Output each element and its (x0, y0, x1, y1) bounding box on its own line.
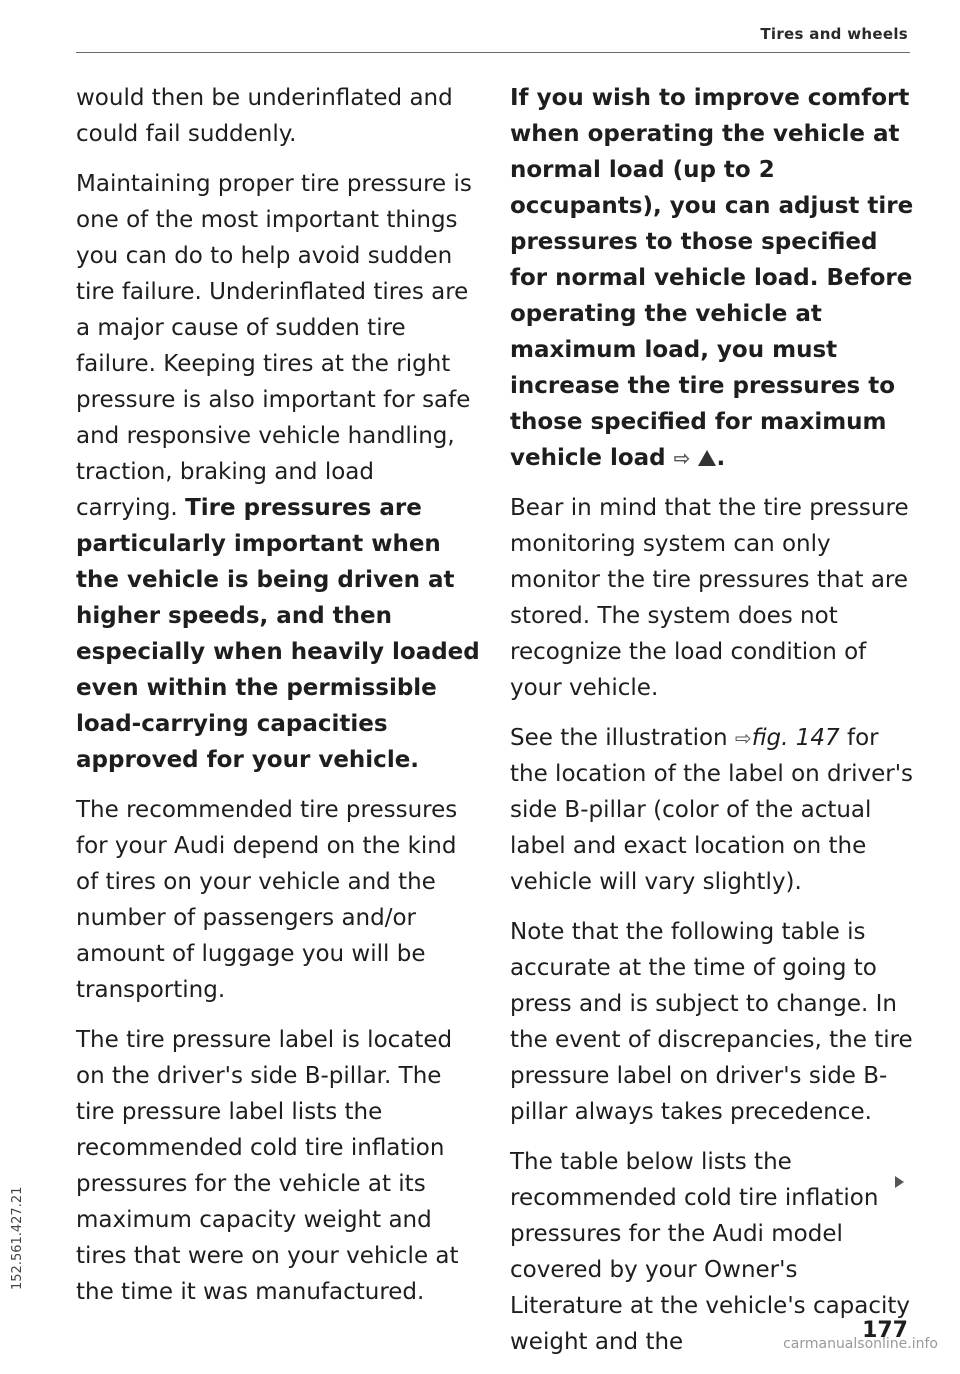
paragraph-proper-pressure-text: Maintaining proper tire pressure is one of the most important things you can do to help avoid sudden tire failure. Underinflated tires are a major cause of sudden tire failure. Keeping tires at the right pressure is also important for safe and responsive vehicle handling, traction, braking and load carrying. (76, 171, 472, 521)
document-code: 152.561.427.21 (10, 1186, 25, 1290)
paragraph-comfort-warning: If you wish to improve comfort when operating the vehicle at normal load (up to 2 occupants), you can adjust tire pressures to those specified for normal vehicle load. Before operating the vehicle at maximum load, you must increase the tire pressures to those specified for maximum vehicle load ⇨ ! . (510, 80, 915, 476)
watermark: carmanualsonline.info (783, 1336, 938, 1352)
left-column (76, 80, 480, 1324)
paragraph-underinflated: would then be underinflated and could fail suddenly. (76, 85, 453, 147)
paragraph-illustration-text-a: See the illustration (510, 725, 735, 751)
paragraph-comfort-warning-text: If you wish to improve comfort when operating the vehicle at normal load (up to 2 occupants), you can adjust tire pressures to those specified for normal vehicle load. Before operating the vehicle at maximum load, you must increase the tire pressures to those specified for maximum vehicle load (510, 85, 914, 471)
continue-arrow-icon (895, 1176, 904, 1188)
reference-arrow: ⇨ (734, 726, 752, 750)
paragraph-recommended-pressures: The recommended tire pressures for your Audi depend on the kind of tires on your vehicle and the number of passengers and/or amount of luggage you will be transporting. (76, 797, 458, 1003)
reference-arrow: ⇨ (673, 446, 691, 470)
paragraph-table-intro: The table below lists the recommended cold tire inflation pressures for the Audi model covered by your Owner's Literature at the vehicle's capacity weight and the (510, 1149, 911, 1355)
figure-reference-link[interactable]: fig. 147 (751, 725, 840, 751)
paragraph-illustration-text-b: for the location of the label on driver's side B-pillar (color of the actual label and exact location on the vehicle will vary slightly). (510, 725, 914, 895)
right-column (510, 80, 915, 1374)
paragraph-pressure-label: The tire pressure label is located on the driver's side B-pillar. The tire pressure label lists the recommended cold tire inflation pressures for the vehicle at its maximum capacity weight and tires that were on your vehicle at the time it was manufactured. (76, 1027, 459, 1305)
warning-icon (698, 450, 716, 466)
paragraph-monitoring-system: Bear in mind that the tire pressure monitoring system can only monitor the tire pressures that are stored. The system does not recognize the load condition of your vehicle. (510, 495, 909, 701)
page-number: 177 (862, 1318, 908, 1343)
paragraph-table-accuracy: Note that the following table is accurate at the time of going to press and is subject to change. In the event of discrepancies, the tire pressure label on driver's side B-pillar always takes precedence. (510, 919, 913, 1125)
header-divider (76, 52, 910, 53)
paragraph-illustration (510, 720, 915, 900)
paragraph-proper-pressure-emphasis: Tire pressures are particularly important when the vehicle is being driven at higher speeds, and then especially when heavily loaded even within the permissible load-carrying capacities approved for your vehicle. (76, 495, 480, 773)
running-header: Tires and wheels (760, 25, 908, 43)
paragraph-proper-pressure (76, 166, 480, 778)
